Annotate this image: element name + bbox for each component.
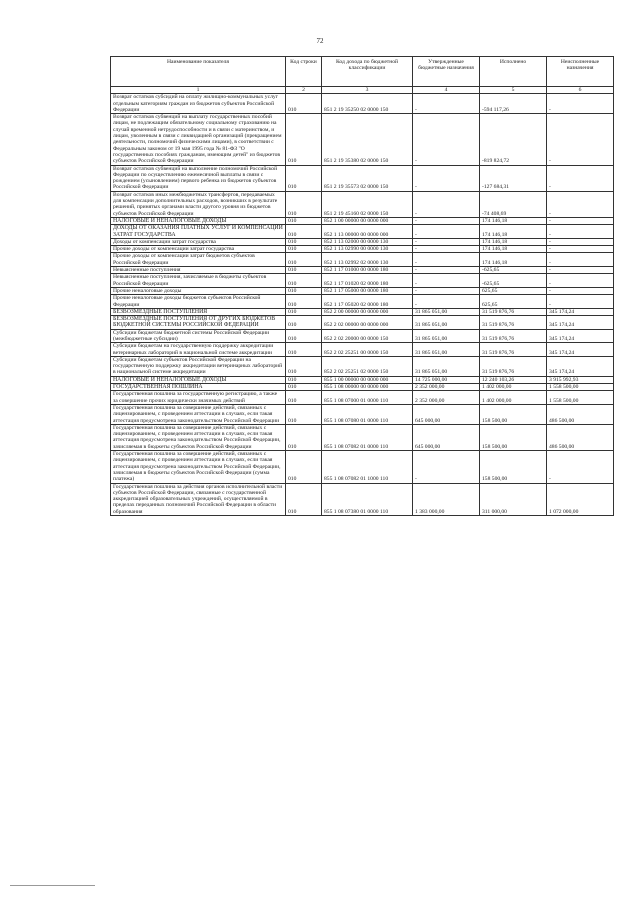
column-number: 3 — [322, 87, 413, 94]
cell-approved: 14 725 000,00 — [413, 376, 480, 383]
cell-executed: 174 146,18 — [480, 225, 547, 239]
cell-kbk: 855 1 08 07082 01 0000 110 — [322, 424, 413, 450]
cell-code: 010 — [286, 391, 322, 405]
cell-kbk: 851 2 19 35380 02 0000 150 — [322, 114, 413, 165]
table-row — [111, 165, 614, 191]
cell-kbk: 851 2 19 35250 02 0000 150 — [322, 94, 413, 114]
cell-unexecuted: - — [547, 191, 614, 217]
cell-name: Возврат остатков субсидий на оплату жилищно-коммунальных услуг отдельным категориям граждан из бюджетов субъектов Российской Федерации — [111, 94, 286, 114]
cell-kbk: 852 1 17 05020 02 0000 180 — [322, 295, 413, 309]
cell-name: Возврат остатков субвенций на выполнение полномочий Российской Федерации по осуществлению ежемесячной выплаты в связи с рождением (усыновлением) первого ребенка из бюджетов субъектов Российской Федерации — [111, 165, 286, 191]
cell-name: БЕЗВОЗМЕЗДНЫЕ ПОСТУПЛЕНИЯ — [111, 308, 286, 315]
cell-kbk: 852 1 13 02990 00 0000 130 — [322, 246, 413, 253]
cell-unexecuted: 1 558 500,00 — [547, 391, 614, 405]
cell-approved: - — [413, 114, 480, 165]
table-row — [111, 391, 614, 405]
cell-name: Прочие доходы от компенсации затрат бюджетов субъектов Российской Федерации — [111, 253, 286, 267]
cell-executed: 31 519 876,76 — [480, 356, 547, 376]
cell-name: Невыясненные поступления — [111, 267, 286, 274]
table-row — [111, 274, 614, 288]
cell-approved: 31 865 051,00 — [413, 316, 480, 330]
cell-unexecuted: - — [547, 165, 614, 191]
cell-name: БЕЗВОЗМЕЗДНЫЕ ПОСТУПЛЕНИЯ ОТ ДРУГИХ БЮДЖЕТОВ БЮДЖЕТНОЙ СИСТЕМЫ РОССИЙСКОЙ ФЕДЕРАЦИИ — [111, 316, 286, 330]
cell-approved: - — [413, 267, 480, 274]
cell-kbk: 852 2 00 00000 00 0000 000 — [322, 308, 413, 315]
table-row — [111, 238, 614, 245]
cell-name: Государственная пошлина за совершение действий, связанных с лицензированием, с проведением аттестации в случаях, если такая аттестация предусмотрена законодательством Российской Федерации, зачисляемая в бюджеты субъектов Российской Федерации (сумма платежа) — [111, 451, 286, 483]
table-row — [111, 94, 614, 114]
cell-approved: - — [413, 253, 480, 267]
cell-unexecuted: - — [547, 253, 614, 267]
cell-executed: -127 684,31 — [480, 165, 547, 191]
cell-name: Возврат остатков субвенций на выплату государственных пособий лицам, не подлежащим обязательному социальному страхованию на случай временной нетрудоспособности и в связи с материнством, и лицам, уволенным в связи с ликвидацией организаций (прекращением деятельности, полномочий физическими лицами), в соответствии с Федеральным законом от 19 мая 1995 года № 81-ФЗ "О государственных пособиях гражданам, имеющим детей" из бюджетов субъектов Российской Федерации — [111, 114, 286, 165]
cell-approved: 1 383 000,00 — [413, 483, 480, 515]
cell-code: 010 — [286, 217, 322, 224]
cell-executed: 311 000,00 — [480, 483, 547, 515]
footer-rule — [10, 885, 95, 886]
cell-approved: 31 865 051,00 — [413, 356, 480, 376]
cell-executed: 31 519 876,76 — [480, 329, 547, 343]
cell-approved: 2 352 000,00 — [413, 391, 480, 405]
cell-code: 010 — [286, 376, 322, 383]
column-number: 5 — [480, 87, 547, 94]
cell-unexecuted: 345 174,24 — [547, 343, 614, 357]
cell-executed: 174 146,18 — [480, 246, 547, 253]
cell-executed: -594 117,26 — [480, 94, 547, 114]
cell-executed: 174 146,18 — [480, 217, 547, 224]
cell-approved: 31 865 051,00 — [413, 343, 480, 357]
cell-name: Государственная пошлина за совершение действий, связанных с лицензированием, с проведением аттестации в случаях, если такая аттестация предусмотрена законодательством Российской Федерации — [111, 404, 286, 424]
cell-approved: 2 352 000,00 — [413, 384, 480, 391]
cell-executed: 625,65 — [480, 287, 547, 294]
cell-kbk: 852 1 13 02992 02 0000 130 — [322, 253, 413, 267]
cell-executed: -625,65 — [480, 274, 547, 288]
cell-approved: - — [413, 274, 480, 288]
cell-unexecuted: 486 500,00 — [547, 424, 614, 450]
cell-code: 010 — [286, 267, 322, 274]
cell-approved: - — [413, 94, 480, 114]
table-row — [111, 308, 614, 315]
cell-approved: - — [413, 217, 480, 224]
cell-code: 010 — [286, 316, 322, 330]
table-row — [111, 404, 614, 424]
cell-executed: 1 402 000,00 — [480, 391, 547, 405]
cell-executed: 31 519 876,76 — [480, 316, 547, 330]
cell-code: 010 — [286, 404, 322, 424]
cell-approved: - — [413, 295, 480, 309]
cell-kbk: 851 2 19 45160 02 0000 150 — [322, 191, 413, 217]
cell-name: Прочие неналоговые доходы — [111, 287, 286, 294]
cell-code: 010 — [286, 225, 322, 239]
cell-unexecuted: - — [547, 274, 614, 288]
cell-kbk: 852 1 13 02000 00 0000 130 — [322, 238, 413, 245]
table-row — [111, 217, 614, 224]
table-row — [111, 253, 614, 267]
table-row — [111, 267, 614, 274]
cell-kbk: 852 1 17 01000 00 0000 180 — [322, 267, 413, 274]
column-number: 6 — [547, 87, 614, 94]
cell-unexecuted: - — [547, 217, 614, 224]
column-number-row — [111, 87, 614, 94]
table-row — [111, 316, 614, 330]
table-body — [111, 94, 614, 516]
table-row — [111, 356, 614, 376]
cell-code: 010 — [286, 295, 322, 309]
cell-executed: -819 824,72 — [480, 114, 547, 165]
cell-code: 010 — [286, 165, 322, 191]
cell-code: 010 — [286, 329, 322, 343]
cell-executed: 1 402 000,00 — [480, 384, 547, 391]
header-kbk: Код дохода по бюджетной классификации — [322, 57, 413, 87]
header-line-code: Код строки — [286, 57, 322, 87]
cell-name: Прочие доходы от компенсации затрат государства — [111, 246, 286, 253]
cell-kbk: 855 1 08 07082 01 1000 110 — [322, 451, 413, 483]
table-row — [111, 376, 614, 383]
cell-name: ДОХОДЫ ОТ ОКАЗАНИЯ ПЛАТНЫХ УСЛУГ И КОМПЕНСАЦИИ ЗАТРАТ ГОСУДАРСТВА — [111, 225, 286, 239]
table-row — [111, 483, 614, 515]
cell-approved: - — [413, 225, 480, 239]
table-row — [111, 343, 614, 357]
cell-unexecuted: 345 174,24 — [547, 308, 614, 315]
cell-name: Субсидии бюджетам бюджетной системы Российской Федерации (межбюджетные субсидии) — [111, 329, 286, 343]
cell-name: Невыясненные поступления, зачисляемые в бюджеты субъектов Российской Федерации — [111, 274, 286, 288]
cell-name: НАЛОГОВЫЕ И НЕНАЛОГОВЫЕ ДОХОДЫ — [111, 217, 286, 224]
cell-executed: -625,65 — [480, 267, 547, 274]
cell-unexecuted: 486 500,00 — [547, 404, 614, 424]
cell-unexecuted: 345 174,24 — [547, 356, 614, 376]
cell-unexecuted: - — [547, 287, 614, 294]
cell-code: 010 — [286, 246, 322, 253]
cell-kbk: 852 1 17 01020 02 0000 180 — [322, 274, 413, 288]
cell-executed: 174 146,18 — [480, 253, 547, 267]
cell-code: 010 — [286, 384, 322, 391]
cell-code: 010 — [286, 253, 322, 267]
cell-kbk: 855 1 08 07380 01 0000 110 — [322, 483, 413, 515]
cell-executed: 158 500,00 — [480, 404, 547, 424]
cell-approved: 31 865 051,00 — [413, 308, 480, 315]
cell-kbk: 852 1 00 00000 00 0000 000 — [322, 217, 413, 224]
cell-kbk: 852 2 02 00000 00 0000 000 — [322, 316, 413, 330]
cell-executed: 174 146,18 — [480, 238, 547, 245]
cell-unexecuted: 345 174,24 — [547, 329, 614, 343]
cell-code: 010 — [286, 238, 322, 245]
cell-name: Субсидии бюджетам на государственную поддержку аккредитации ветеринарных лабораторий в национальной системе аккредитации — [111, 343, 286, 357]
cell-unexecuted: - — [547, 451, 614, 483]
cell-executed: 31 519 876,76 — [480, 343, 547, 357]
cell-code: 010 — [286, 114, 322, 165]
cell-unexecuted: - — [547, 114, 614, 165]
cell-kbk: 852 2 02 25251 02 0000 150 — [322, 356, 413, 376]
cell-name: Субсидии бюджетам субъектов Российской Федерации на государственную поддержку аккредитации ветеринарных лабораторий в национальной системе аккредитации — [111, 356, 286, 376]
column-number: 4 — [413, 87, 480, 94]
cell-executed: 158 500,00 — [480, 451, 547, 483]
table-row — [111, 191, 614, 217]
cell-name: Доходы от компенсации затрат государства — [111, 238, 286, 245]
cell-code: 010 — [286, 451, 322, 483]
column-number: 1 — [111, 87, 286, 94]
table-row — [111, 295, 614, 309]
cell-kbk: 855 1 08 07080 01 0000 110 — [322, 404, 413, 424]
cell-approved: - — [413, 246, 480, 253]
cell-unexecuted: - — [547, 225, 614, 239]
table-row — [111, 384, 614, 391]
cell-unexecuted: - — [547, 267, 614, 274]
cell-kbk: 852 2 02 25251 00 0000 150 — [322, 343, 413, 357]
cell-code: 010 — [286, 424, 322, 450]
cell-unexecuted: - — [547, 295, 614, 309]
cell-approved: - — [413, 287, 480, 294]
cell-code: 010 — [286, 343, 322, 357]
table-row — [111, 451, 614, 483]
cell-kbk: 852 1 13 00000 00 0000 000 — [322, 225, 413, 239]
cell-executed: 158 500,00 — [480, 424, 547, 450]
cell-unexecuted: 1 072 000,00 — [547, 483, 614, 515]
table-row — [111, 424, 614, 450]
cell-kbk: 855 1 00 00000 00 0000 000 — [322, 376, 413, 383]
cell-name: ГОСУДАРСТВЕННАЯ ПОШЛИНА — [111, 384, 286, 391]
column-number: 2 — [286, 87, 322, 94]
table-row — [111, 114, 614, 165]
cell-kbk: 855 1 08 00000 00 0000 000 — [322, 384, 413, 391]
cell-name: Государственная пошлина за государственную регистрацию, а также за совершение прочих юридически значимых действий — [111, 391, 286, 405]
cell-unexecuted: - — [547, 94, 614, 114]
cell-code: 010 — [286, 274, 322, 288]
cell-unexecuted: - — [547, 238, 614, 245]
table-row — [111, 225, 614, 239]
cell-name: НАЛОГОВЫЕ И НЕНАЛОГОВЫЕ ДОХОДЫ — [111, 376, 286, 383]
cell-approved: 645 000,00 — [413, 424, 480, 450]
cell-executed: 31 519 876,76 — [480, 308, 547, 315]
cell-code: 010 — [286, 287, 322, 294]
cell-unexecuted: 345 174,24 — [547, 316, 614, 330]
cell-name: Прочие неналоговые доходы бюджетов субъектов Российской Федерации — [111, 295, 286, 309]
cell-approved: - — [413, 238, 480, 245]
cell-code: 010 — [286, 308, 322, 315]
cell-approved: 645 000,00 — [413, 404, 480, 424]
cell-kbk: 855 1 08 07000 01 0000 110 — [322, 391, 413, 405]
cell-code: 010 — [286, 94, 322, 114]
page-number: 72 — [316, 37, 324, 45]
cell-executed: -74 408,69 — [480, 191, 547, 217]
cell-code: 010 — [286, 191, 322, 217]
cell-name: Государственная пошлина за совершение действий, связанных с лицензированием, с проведением аттестации в случаях, если такая аттестация предусмотрена законодательством Российской Федерации, зачисляемая в бюджеты субъектов Российской Федерации — [111, 424, 286, 450]
header-unexecuted: Неисполненные назначения — [547, 57, 614, 87]
cell-approved: - — [413, 451, 480, 483]
cell-kbk: 851 2 19 35573 02 0000 150 — [322, 165, 413, 191]
cell-unexecuted: - — [547, 246, 614, 253]
cell-approved: - — [413, 191, 480, 217]
cell-name: Государственная пошлина за действия органов исполнительной власти субъектов Российской Федерации, связанные с государственной аккредитацией образовательных учреждений, осуществляемой в пределах переданных полномочий Российской Федерации в области образования — [111, 483, 286, 515]
cell-executed: 625,65 — [480, 295, 547, 309]
cell-unexecuted: 3 915 992,93 — [547, 376, 614, 383]
cell-code: 010 — [286, 356, 322, 376]
table-header-row — [111, 57, 614, 87]
table-row — [111, 329, 614, 343]
table-row — [111, 246, 614, 253]
cell-unexecuted: 1 558 500,00 — [547, 384, 614, 391]
table-row — [111, 287, 614, 294]
cell-kbk: 852 2 02 20000 00 0000 150 — [322, 329, 413, 343]
header-name: Наименование показателя — [111, 57, 286, 87]
budget-execution-table — [110, 56, 614, 516]
header-approved: Утвержденные бюджетные назначения — [413, 57, 480, 87]
header-executed: Исполнено — [480, 57, 547, 87]
cell-approved: 31 865 051,00 — [413, 329, 480, 343]
cell-name: Возврат остатков иных межбюджетных трансфертов, передаваемых для компенсации дополнительных расходов, возникших в результате решений, принятых органами власти другого уровня из бюджетов субъектов Российской Федерации — [111, 191, 286, 217]
cell-code: 010 — [286, 483, 322, 515]
cell-approved: - — [413, 165, 480, 191]
cell-executed: 12 240 103,26 — [480, 376, 547, 383]
cell-kbk: 852 1 17 05000 00 0000 180 — [322, 287, 413, 294]
